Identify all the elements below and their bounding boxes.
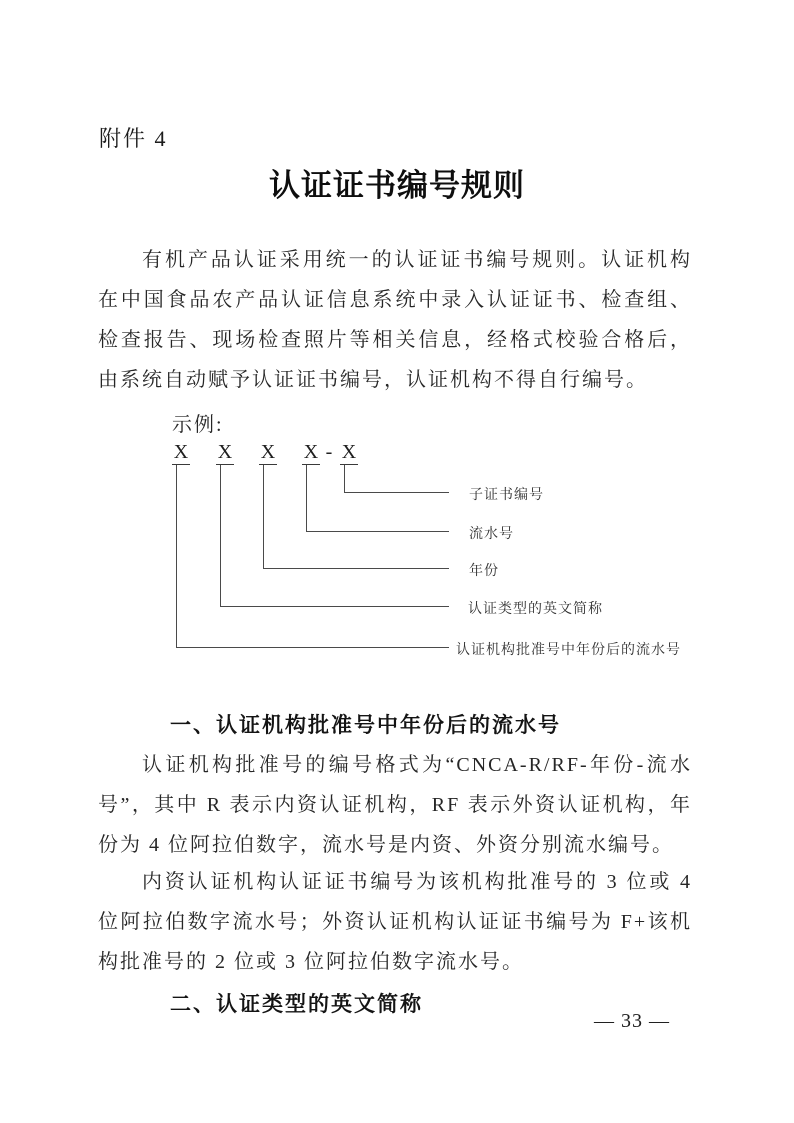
section-1-paragraph-2 bbox=[98, 862, 692, 982]
intro-paragraph bbox=[98, 240, 692, 400]
attachment-label: 附件 4 bbox=[99, 126, 168, 151]
diagram-label-sub-certificate-number: 子证书编号 bbox=[469, 488, 544, 503]
diagram-label-cert-type-abbr: 认证类型的英文简称 bbox=[468, 602, 603, 617]
connector-line-5 bbox=[344, 465, 449, 493]
diagram-label-year: 年份 bbox=[469, 564, 499, 579]
section-2-heading: 二、认证类型的英文简称 bbox=[170, 993, 423, 1016]
format-dash: - bbox=[325, 441, 333, 463]
diagram-label-serial-number: 流水号 bbox=[469, 527, 514, 542]
intro-line: 由系统自动赋予认证证书编号，认证机构不得自行编号。 bbox=[98, 369, 648, 391]
intro-line: 在中国食品农产品认证信息系统中录入认证证书、检查组、 bbox=[98, 289, 692, 311]
section-1-paragraph-1 bbox=[98, 745, 692, 865]
format-char-3: X bbox=[260, 441, 276, 463]
paragraph-line: 认证机构批准号的编号格式为“CNCA-R/RF-年份-流水 bbox=[142, 754, 692, 776]
section-1-heading: 一、认证机构批准号中年份后的流水号 bbox=[170, 714, 561, 737]
format-char-4: X bbox=[303, 441, 319, 463]
paragraph-line: 位阿拉伯数字流水号；外资认证机构认证证书编号为 F+该机 bbox=[98, 911, 692, 933]
paragraph-line: 号”，其中 R 表示内资认证机构，RF 表示外资认证机构，年 bbox=[98, 794, 692, 816]
paragraph-line: 构批准号的 2 位或 3 位阿拉伯数字流水号。 bbox=[98, 951, 524, 973]
diagram-label-body-approval-serial: 认证机构批准号中年份后的流水号 bbox=[456, 643, 681, 658]
intro-line: 有机产品认证采用统一的认证证书编号规则。认证机构 bbox=[142, 249, 692, 271]
paragraph-line: 份为 4 位阿拉伯数字，流水号是内资、外资分别流水编号。 bbox=[98, 834, 674, 856]
example-label: 示例: bbox=[172, 414, 224, 436]
document-title: 认证证书编号规则 bbox=[269, 168, 525, 203]
intro-line: 检查报告、现场检查照片等相关信息，经格式校验合格后， bbox=[98, 329, 692, 351]
format-char-2: X bbox=[217, 441, 233, 463]
format-char-5: X bbox=[341, 441, 357, 463]
page-number: — 33 — bbox=[594, 1010, 670, 1032]
paragraph-line: 内资认证机构认证证书编号为该机构批准号的 3 位或 4 bbox=[142, 871, 692, 893]
format-char-1: X bbox=[173, 441, 189, 463]
